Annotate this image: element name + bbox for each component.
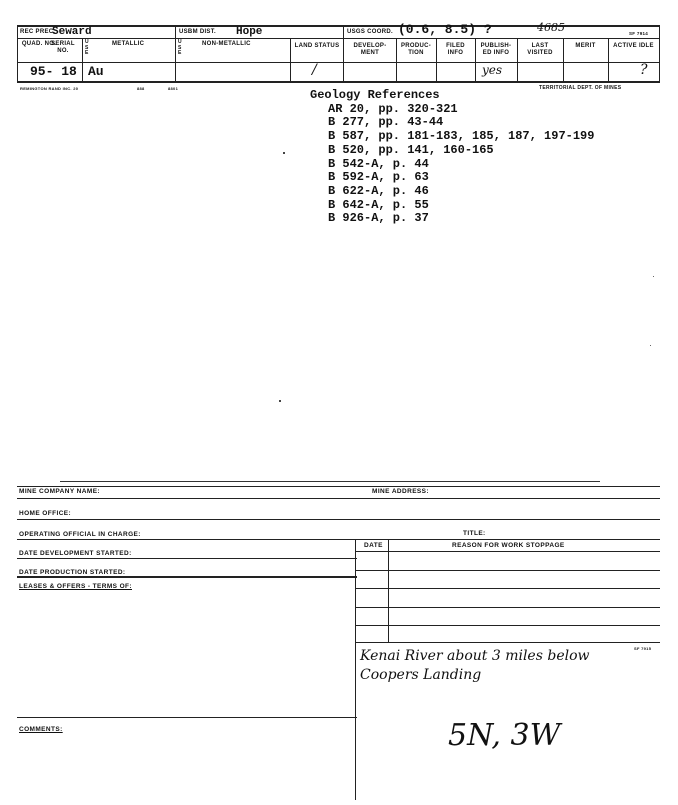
reference-item: B 926-A, p. 37 — [328, 211, 429, 226]
references-list — [310, 103, 594, 226]
usgs-coord-value: (0.6, 8.5) ? — [398, 22, 492, 37]
col-serial-no: SERIAL NO. — [51, 41, 75, 54]
land-status-value: / — [312, 62, 317, 78]
rec-prec-value: Seward — [52, 26, 92, 38]
stoppage-row-rule — [355, 642, 660, 643]
reference-item: AR 20, pp. 320-321 — [328, 101, 458, 116]
stoppage-header-rule — [355, 551, 660, 552]
published-info-value: yes — [482, 63, 503, 77]
references-title: Geology References — [310, 88, 440, 102]
home-office-rule — [17, 519, 660, 520]
rec-prec-label: REC PREC. — [20, 29, 56, 35]
date-production-label: DATE PRODUCTION STARTED: — [19, 569, 126, 576]
grid-vline — [608, 38, 609, 82]
col-merit: MERIT — [575, 43, 596, 49]
col-published-info: PUBLISH- ED INFO — [480, 43, 512, 56]
col-active-idle: ACTIVE IDLE — [613, 43, 654, 49]
col-quad-no: QUAD. NO. — [21, 41, 57, 47]
scan-speck — [653, 276, 654, 277]
title-label: TITLE: — [463, 530, 486, 537]
form-vertical-divider — [355, 539, 356, 800]
stoppage-row-rule — [355, 588, 660, 589]
col-development: DEVELOP- MENT — [353, 43, 387, 56]
quad-serial-value: 95- 18 — [30, 64, 77, 79]
production-rule — [17, 576, 357, 578]
leases-offers-label: LEASES & OFFERS - TERMS OF: — [19, 583, 132, 590]
col-use-2: U S E — [178, 39, 182, 56]
col-metallic: METALLIC — [112, 41, 145, 47]
mine-address-label: MINE ADDRESS: — [372, 488, 429, 495]
handwritten-township: 5N, 3W — [448, 718, 561, 753]
reason-column-header: REASON FOR WORK STOPPAGE — [452, 542, 565, 549]
grid-vline — [396, 38, 397, 82]
col-land-status: LAND STATUS — [294, 43, 340, 49]
reference-item: B 592-A, p. 63 — [328, 170, 429, 185]
grid-vline — [17, 25, 18, 82]
grid-vline — [563, 38, 564, 82]
operating-official-label: OPERATING OFFICIAL IN CHARGE: — [19, 531, 141, 538]
usgs-coord-label: USGS COORD. — [347, 29, 393, 35]
official-rule — [17, 539, 660, 540]
stoppage-row-rule — [355, 607, 660, 608]
company-rule-top — [17, 486, 660, 487]
reference-item: B 587, pp. 181-183, 185, 187, 197-199 — [328, 129, 595, 144]
usbm-dist-label: USBM DIST. — [179, 29, 217, 35]
scan-speck — [650, 345, 651, 346]
active-idle-value: ? — [640, 62, 648, 78]
reference-item: B 520, pp. 141, 160-165 — [328, 142, 494, 157]
handwritten-location-line-1: Kenai River about 3 miles below — [360, 648, 590, 664]
grid-vline — [517, 38, 518, 82]
form-number-top: SF 7914 — [629, 31, 649, 36]
printer-code-2: 8801 — [168, 86, 179, 91]
form-number-bottom: SF 7915 — [634, 646, 652, 651]
company-rule — [17, 498, 660, 499]
printer-code-1: 888 — [137, 86, 145, 91]
date-column-divider — [388, 539, 389, 643]
usbm-dist-value: Hope — [236, 26, 263, 38]
handwritten-location-line-2: Coopers Landing — [360, 667, 482, 683]
metallic-value: Au — [88, 64, 104, 79]
reference-item: B 542-A, p. 44 — [328, 156, 429, 171]
scan-speck — [283, 152, 285, 154]
col-production: PRODUC- TION — [400, 43, 432, 56]
reference-item: B 622-A, p. 46 — [328, 183, 429, 198]
grid-vline — [343, 25, 344, 82]
mine-company-name-label: MINE COMPANY NAME: — [19, 488, 100, 495]
geology-references — [310, 89, 594, 226]
stoppage-row-rule — [355, 625, 660, 626]
grid-vline — [175, 25, 176, 82]
development-rule — [17, 558, 357, 559]
grid-vline — [475, 38, 476, 82]
date-column-header: DATE — [364, 542, 383, 549]
home-office-label: HOME OFFICE: — [19, 510, 72, 517]
reference-item: B 642-A, p. 55 — [328, 197, 429, 212]
grid-vline — [290, 38, 291, 82]
comments-label: COMMENTS: — [19, 726, 63, 733]
col-non-metallic: NON-METALLIC — [202, 41, 251, 47]
col-last-visited: LAST VISITED — [527, 43, 553, 56]
col-filed-info: FILED INFO — [446, 43, 465, 56]
reference-item: B 277, pp. 43-44 — [328, 115, 444, 130]
grid-vline — [436, 38, 437, 82]
grid-vline — [82, 38, 83, 82]
department-label: TERRITORIAL DEPT. OF MINES — [539, 85, 622, 91]
coord-note: 4685 — [537, 21, 565, 34]
scan-speck — [279, 400, 281, 402]
stoppage-row-rule — [355, 570, 660, 571]
date-development-label: DATE DEVELOPMENT STARTED: — [19, 550, 132, 557]
grid-vline — [659, 25, 660, 82]
printer-credit: REMINGTON RAND INC. 20 — [20, 86, 79, 91]
col-use-1: U S E — [85, 39, 89, 56]
comments-rule — [17, 717, 357, 718]
lower-top-edge — [60, 481, 600, 482]
